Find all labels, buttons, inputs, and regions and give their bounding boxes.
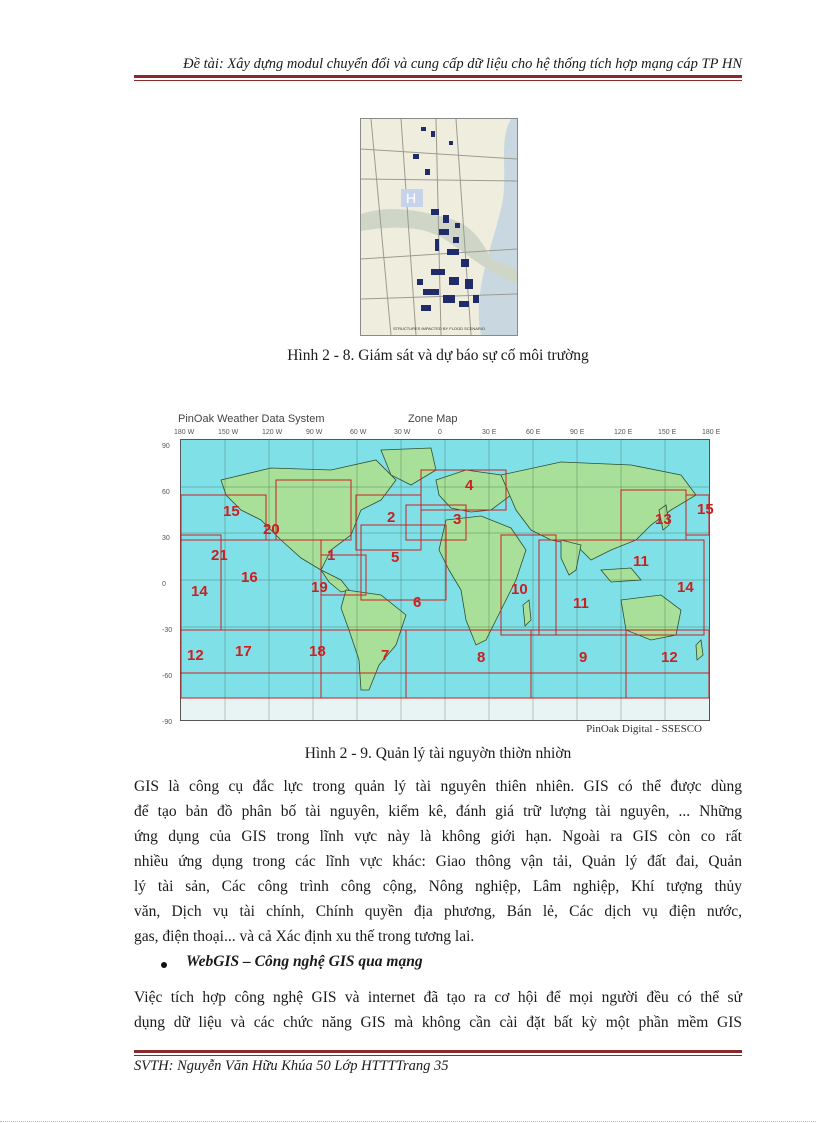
latitude-label: 60: [162, 489, 170, 496]
zone-number-label: 14: [191, 583, 208, 600]
zone-number-label: 12: [661, 649, 678, 666]
latitude-label: -30: [162, 627, 173, 634]
latitude-label: -60: [162, 673, 173, 680]
zone-number-label: 15: [697, 501, 714, 518]
zone-number-label: 15: [223, 503, 240, 520]
figure-caption-2-8: Hình 2 - 8. Giám sát và dự báo sự cố môi trường: [287, 347, 589, 364]
page-bottom-dotted-line: [0, 1121, 816, 1122]
page-header: Đề tài: Xây dựng modul chuyển đổi và cung cấp dữ liệu cho hệ thống tích hợp mạng cáp TP HN: [183, 56, 742, 72]
figure-zone-map: [138, 405, 738, 741]
paragraph-line: lý tài sản, Các công trình công cộng, Nông nghiệp, Lâm nghiệp, Khí tượng thủy: [134, 878, 742, 895]
longitude-label: 120 W: [262, 429, 283, 436]
header-rule: [134, 75, 742, 78]
body-paragraph-2: [134, 985, 742, 1035]
zone-number-label: 8: [477, 649, 486, 666]
flood-map-image: [361, 119, 517, 335]
zone-number-label: 13: [655, 511, 672, 528]
zone-map-frame: [180, 439, 714, 721]
zone-number-label: 16: [241, 569, 258, 586]
svg-text:H: H: [406, 190, 417, 206]
latitude-label: 30: [162, 535, 170, 542]
header-rule-thin: [134, 80, 742, 81]
section-heading-webgis: WebGIS – Công nghệ GIS qua mạng: [186, 953, 423, 970]
longitude-label: 180 W: [174, 429, 195, 436]
longitude-label: 90 E: [570, 429, 585, 436]
longitude-label: 0: [438, 429, 442, 436]
bullet-icon: [161, 962, 167, 968]
zone-number-label: 19: [311, 579, 328, 596]
longitude-label: 150 E: [658, 429, 677, 436]
longitude-label: 90 W: [306, 429, 323, 436]
longitude-label: 150 W: [218, 429, 239, 436]
paragraph-line: dụng dữ liệu và các chức năng GIS mà không cần cài đặt bất kỳ một phần mềm GIS: [134, 1014, 742, 1031]
zone-map-credit: PinOak Digital - SSESCO: [586, 723, 702, 735]
paragraph-line: gas, điện thoại... và cả Xác định xu thế trong tương lai.: [134, 928, 475, 945]
zone-number-label: 6: [413, 594, 422, 611]
zone-number-label: 7: [381, 647, 390, 664]
paragraph-line: ứng dụng của GIS trong lĩnh vực này là không giới hạn. Ngoài ra GIS còn co rất: [134, 828, 742, 845]
zone-number-label: 3: [453, 511, 462, 528]
paragraph-line: Việc tích hợp công nghệ GIS và internet đã tạo ra cơ hội để mọi người đều có thể sử: [134, 989, 742, 1006]
longitude-label: 120 E: [614, 429, 633, 436]
longitude-label: 60 E: [526, 429, 541, 436]
latitude-label: 0: [162, 581, 166, 588]
zone-number-label: 20: [263, 521, 280, 538]
zone-map-system-title: PinOak Weather Data System: [178, 413, 325, 425]
page-footer: SVTH: Nguyễn Văn Hữu Khúa 50 Lớp HTTTTrang 35: [134, 1058, 449, 1074]
zone-number-label: 1: [327, 547, 336, 564]
zone-number-label: 11: [633, 553, 649, 570]
longitude-label: 180 E: [702, 429, 721, 436]
paragraph-line: nhiều ứng dụng trong các lĩnh vực khác: Giao thông vận tải, Quản lý đất đai, Quản: [134, 853, 742, 870]
zone-number-label: 21: [211, 547, 228, 564]
paragraph-line: văn, Dịch vụ tài chính, Chính quyền địa phương, Bán lẻ, Các dịch vụ điện nước,: [134, 903, 742, 920]
paragraph-line: GIS là công cụ đắc lực trong quản lý tài nguyên thiên nhiên. GIS có thể được dùng: [134, 778, 742, 795]
longitude-label: 30 E: [482, 429, 497, 436]
zone-number-label: 2: [387, 509, 396, 526]
longitude-label: 60 W: [350, 429, 367, 436]
world-map-image: [181, 440, 709, 720]
figure-caption-2-9: Hình 2 - 9. Quản lý tài nguyờn thiờn nhiờn: [304, 745, 572, 762]
latitude-label: -90: [162, 719, 173, 726]
zone-number-label: 14: [677, 579, 694, 596]
zone-number-label: 4: [465, 477, 474, 494]
paragraph-line: để tạo bản đồ phân bố tài nguyên, kiểm kê, đánh giá trữ lượng tài nguyên, ... Những: [134, 803, 742, 820]
footer-rule-thin: [134, 1055, 742, 1056]
zone-number-label: 9: [579, 649, 588, 666]
body-paragraph-1: [134, 774, 742, 949]
zone-map-title: Zone Map: [408, 413, 458, 425]
zone-number-label: 12: [187, 647, 204, 664]
flood-map-label: STRUCTURES IMPACTED BY FLOOD SCENARIO: [392, 326, 486, 331]
zone-number-label: 5: [391, 549, 400, 566]
footer-rule: [134, 1050, 742, 1053]
longitude-label: 30 W: [394, 429, 411, 436]
figure-flood-map: [360, 118, 518, 336]
zone-number-label: 18: [309, 643, 326, 660]
zone-number-label: 10: [511, 581, 528, 598]
zone-number-label: 17: [235, 643, 252, 660]
zone-number-label: 11: [573, 595, 589, 612]
latitude-label: 90: [162, 443, 170, 450]
